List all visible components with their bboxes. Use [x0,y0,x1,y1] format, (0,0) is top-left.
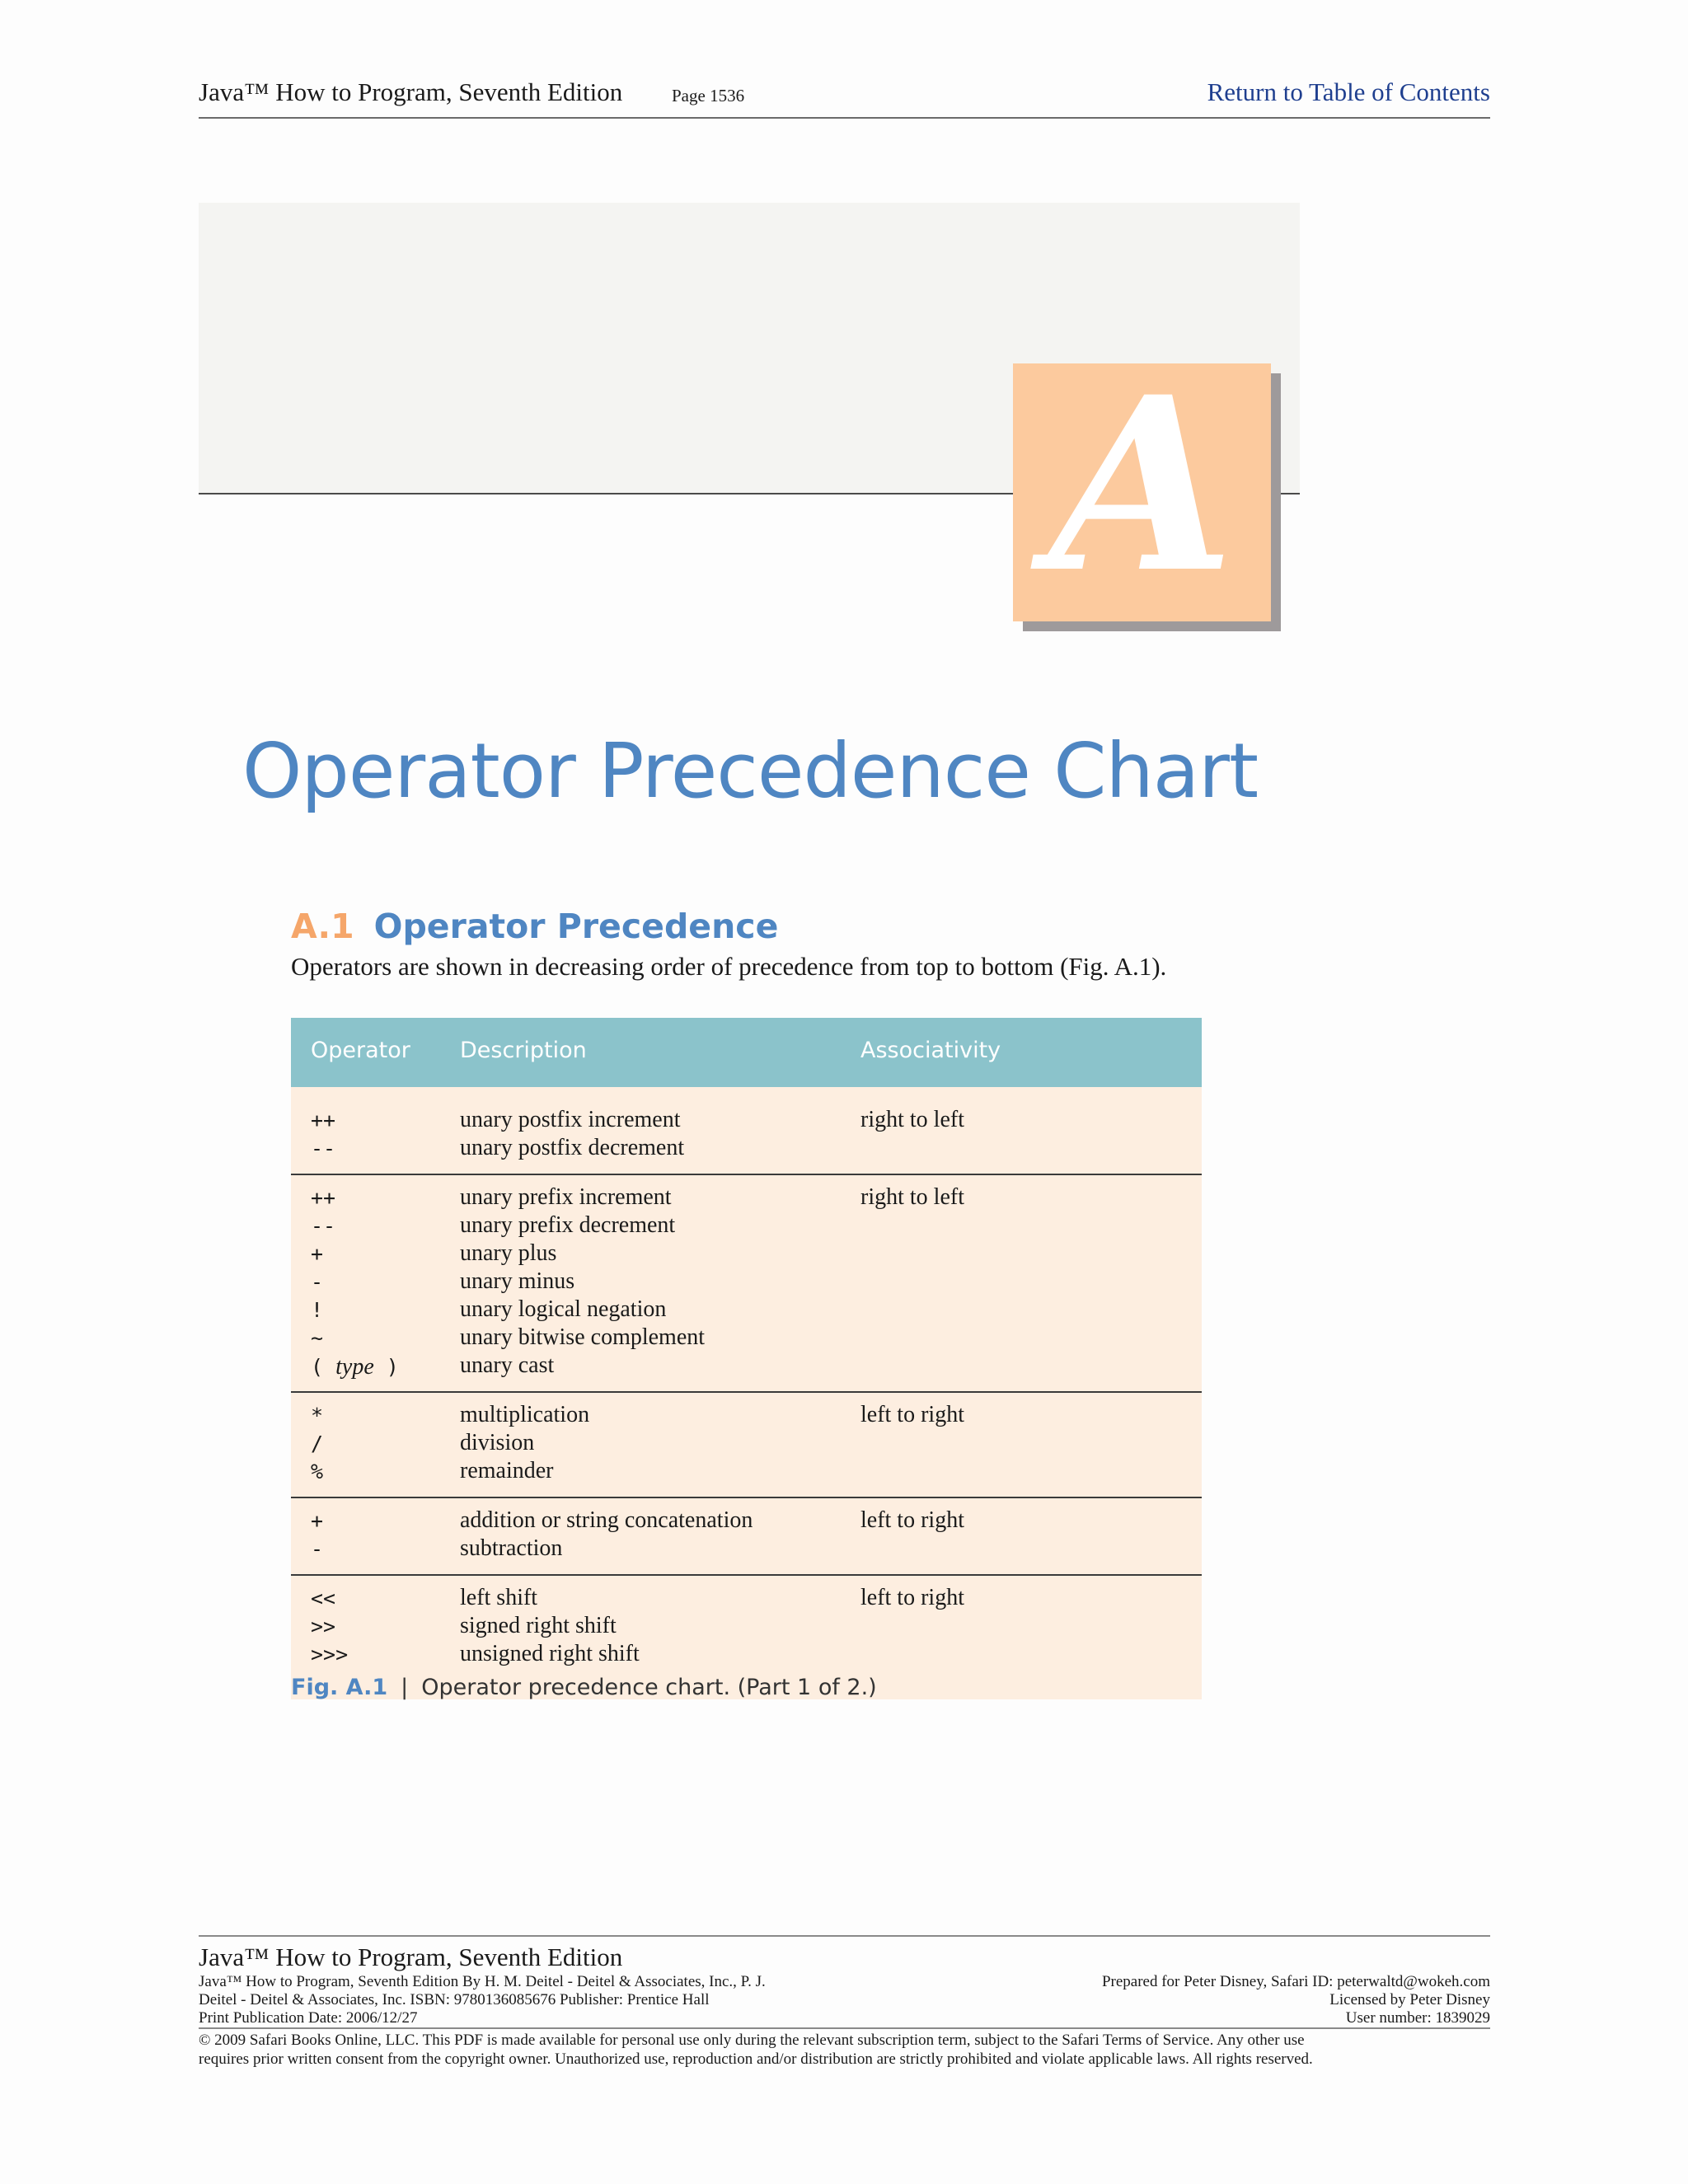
table-row [291,1641,1202,1669]
operator-cell: + [311,1242,324,1266]
operator-cell: >> [311,1615,336,1638]
table-row [291,1585,1202,1613]
footer-line: Java™ How to Program, Seventh Edition By H. M. Deitel - Deitel & Associates, Inc., P. J. [199,1973,766,1990]
description-cell: unary plus [460,1240,557,1266]
description-cell: unary postfix decrement [460,1135,685,1160]
table-row [291,1240,1202,1268]
operator-cell: % [311,1460,324,1483]
operator-paren-open: ( [311,1355,336,1379]
associativity-cell: right to left [860,1107,964,1132]
section-intro: Operators are shown in decreasing order of precedence from top to bottom (Fig. A.1). [291,952,1167,981]
footer-line: requires prior written consent from the copyright owner. Unauthorized use, reproduction and/or distribution are strictly prohibited and violate applicable laws. All rights reserved. [199,2050,1313,2068]
footer-copyright [199,2027,1490,2069]
table-row [291,1507,1202,1535]
footer-publication-info [199,1973,766,2027]
operator-cell: >>> [311,1643,349,1666]
section-number: A.1 [291,907,354,946]
description-cell: unary bitwise complement [460,1324,706,1350]
header-page-number: Page 1536 [672,86,745,105]
description-cell: unary logical negation [460,1296,667,1322]
table-row [291,1535,1202,1563]
chapter-letter: A [1048,344,1235,626]
operator-type-placeholder: type [335,1354,374,1380]
chapter-badge [1013,344,1271,626]
operator-cell: ~ [311,1326,324,1350]
column-header-operator: Operator [311,1038,410,1063]
operator-cell: - [311,1270,324,1294]
column-header-associativity: Associativity [860,1038,1001,1063]
footer-line: Prepared for Peter Disney, Safari ID: peterwaltd@wokeh.com [1101,1973,1490,1990]
page-footer [199,1935,1490,2069]
footer-line: Licensed by Peter Disney [1329,1991,1490,2008]
table-row [291,1212,1202,1240]
table-row [291,1184,1202,1212]
associativity-cell: left to right [860,1585,964,1610]
footer-line: Deitel - Deitel & Associates, Inc. ISBN: 9780136085676 Publisher: Prentice Hall [199,1991,710,2008]
description-cell: unary prefix decrement [460,1212,676,1238]
description-cell: unary minus [460,1268,575,1294]
caption-text: Operator precedence chart. (Part 1 of 2.) [421,1675,877,1700]
footer-line: © 2009 Safari Books Online, LLC. This PDF is made available for personal use only during the relevant subscription term, subject to the Safari Terms of Service. Any other use [199,2032,1305,2049]
caption-separator: | [401,1675,409,1700]
table-group [291,1174,1202,1391]
description-cell: addition or string concatenation [460,1507,753,1533]
description-cell: unary prefix increment [460,1184,672,1210]
description-cell: remainder [460,1458,554,1483]
operator-cell: ++ [311,1186,336,1210]
table-row [291,1324,1202,1352]
operator-cell: ++ [311,1108,336,1132]
table-row [291,1268,1202,1296]
page-header [199,76,1490,119]
description-cell: signed right shift [460,1613,617,1638]
description-cell: unsigned right shift [460,1641,640,1666]
table-group [291,1574,1202,1680]
associativity-cell: right to left [860,1184,964,1210]
table-row [291,1135,1202,1163]
operator-cell: / [311,1432,324,1455]
table-header [291,1018,1202,1087]
table-row [291,1430,1202,1458]
description-cell: division [460,1430,535,1455]
table-group [291,1497,1202,1574]
operator-cell: + [311,1509,324,1533]
table-row [291,1613,1202,1641]
table-row [291,1107,1202,1135]
table-row [291,1296,1202,1324]
footer-book-title: Java™ How to Program, Seventh Edition [199,1943,623,1971]
table-row [291,1458,1202,1486]
operator-cell: -- [311,1137,336,1160]
section-title: Operator Precedence [373,907,779,946]
description-cell: left shift [460,1585,538,1610]
associativity-cell: left to right [860,1402,964,1427]
figure-caption [291,1675,877,1700]
footer-details [199,1973,1490,2027]
operator-cell: << [311,1586,336,1610]
table-row [291,1352,1202,1380]
table-group [291,1391,1202,1497]
operator-paren-close: ) [373,1355,399,1379]
operator-cell: -- [311,1214,336,1238]
footer-line: Print Publication Date: 2006/12/27 [199,2009,418,2027]
operator-cell: * [311,1404,324,1427]
return-to-toc-link[interactable]: Return to Table of Contents [1207,77,1490,106]
table-row [291,1402,1202,1430]
chapter-title: Operator Precedence Chart [242,727,1259,815]
associativity-cell: left to right [860,1507,964,1533]
description-cell: multiplication [460,1402,590,1427]
table-group [291,1098,1202,1174]
column-header-description: Description [460,1038,587,1063]
section-heading [291,907,778,946]
operator-table [291,1018,1202,1699]
footer-line: User number: 1839029 [1345,2009,1490,2027]
header-book-title: Java™ How to Program, Seventh Edition [199,77,623,106]
description-cell: unary cast [460,1352,555,1378]
table-body [291,1087,1202,1699]
description-cell: subtraction [460,1535,563,1561]
footer-license-info [1102,1973,1490,2027]
operator-cell: ! [311,1298,324,1322]
operator-cell [311,1354,399,1380]
description-cell: unary postfix increment [460,1107,681,1132]
figure-label: Fig. A.1 [291,1675,388,1700]
operator-cell: - [311,1537,324,1561]
